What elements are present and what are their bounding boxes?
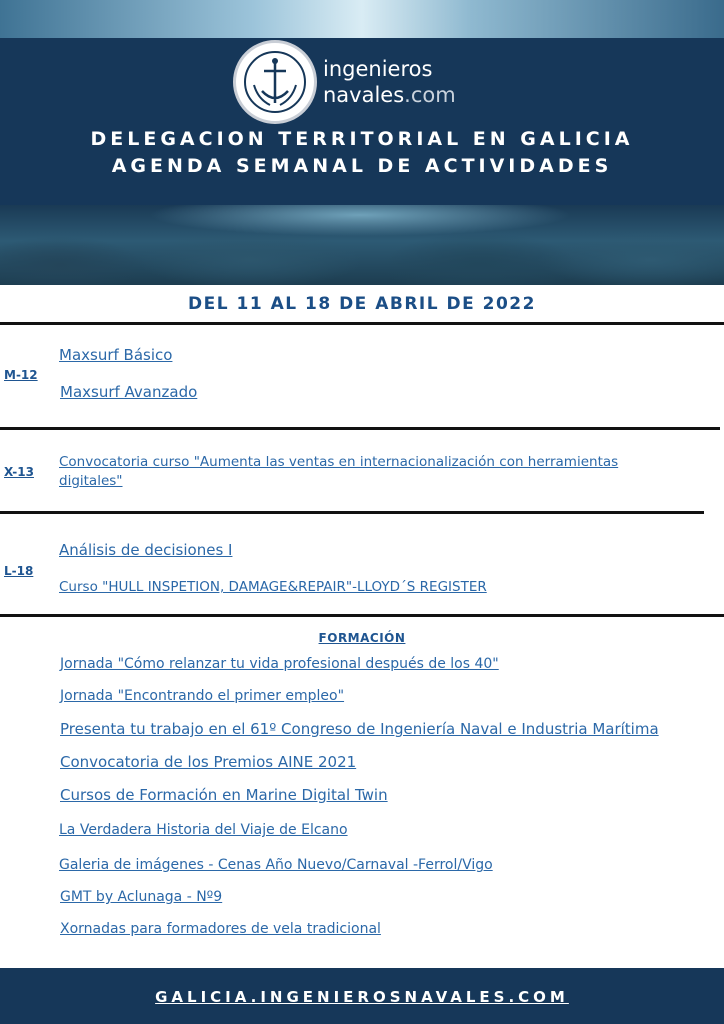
formacion-link-marine-digital-twin[interactable]: Cursos de Formación en Marine Digital Twin [60,786,388,804]
logo-emblem [233,40,317,124]
footer-website-link[interactable]: GALICIA.INGENIEROSNAVALES.COM [155,988,569,1006]
event-link-convocatoria-curso[interactable]: Convocatoria curso "Aumenta las ventas en internacionalización con herramientas digitales" [59,454,619,489]
event-link-curso-hull-inspection[interactable]: Curso "HULL INSPETION, DAMAGE&REPAIR"-LLOYD´S REGISTER [59,579,487,595]
logo-line-2-suffix: .com [404,83,456,107]
header-title-1: DELEGACION TERRITORIAL EN GALICIA [90,128,634,150]
formacion-link-congreso[interactable]: Presenta tu trabajo en el 61º Congreso de Ingeniería Naval e Industria Marítima [60,720,659,738]
formacion-link-jornada-empleo[interactable]: Jornada "Encontrando el primer empleo" [60,688,345,704]
formacion-link-galeria[interactable]: Galeria de imágenes - Cenas Año Nuevo/Carnaval -Ferrol/Vigo [59,857,493,873]
divider [0,511,704,514]
divider [0,614,724,617]
formacion-link-xornadas-vela[interactable]: Xornadas para formadores de vela tradicional [60,921,381,937]
formacion-link-gmt-aclunaga[interactable]: GMT by Aclunaga - Nº9 [60,889,223,905]
logo-line-2 [323,82,456,108]
day-label-l18[interactable]: L-18 [4,564,34,578]
header-light-banner [0,0,724,38]
event-link-analisis-decisiones[interactable]: Análisis de decisiones I [59,541,233,559]
formacion-link-jornada-relanzar[interactable]: Jornada "Cómo relanzar tu vida profesional después de los 40" [60,656,499,672]
divider [0,322,724,325]
event-link-maxsurf-basico[interactable]: Maxsurf Básico [59,346,173,364]
day-label-x13[interactable]: X-13 [4,465,34,479]
formacion-link-elcano[interactable]: La Verdadera Historia del Viaje de Elcano [59,822,348,838]
logo-line-2-main: navales [323,83,405,107]
logo-line-1: ingenieros [323,57,433,81]
divider [0,427,720,430]
seabed-image [0,205,724,285]
event-link-maxsurf-avanzado[interactable]: Maxsurf Avanzado [60,383,198,401]
formacion-link-premios-aine[interactable]: Convocatoria de los Premios AINE 2021 [60,753,357,771]
logo-wordmark [323,56,456,108]
day-label-m12[interactable]: M-12 [4,368,38,382]
header-title-2: AGENDA SEMANAL DE ACTIVIDADES [111,155,613,177]
section-title-formacion[interactable]: FORMACIÓN [318,631,406,645]
date-range-title: DEL 11 AL 18 DE ABRIL DE 2022 [188,294,536,314]
